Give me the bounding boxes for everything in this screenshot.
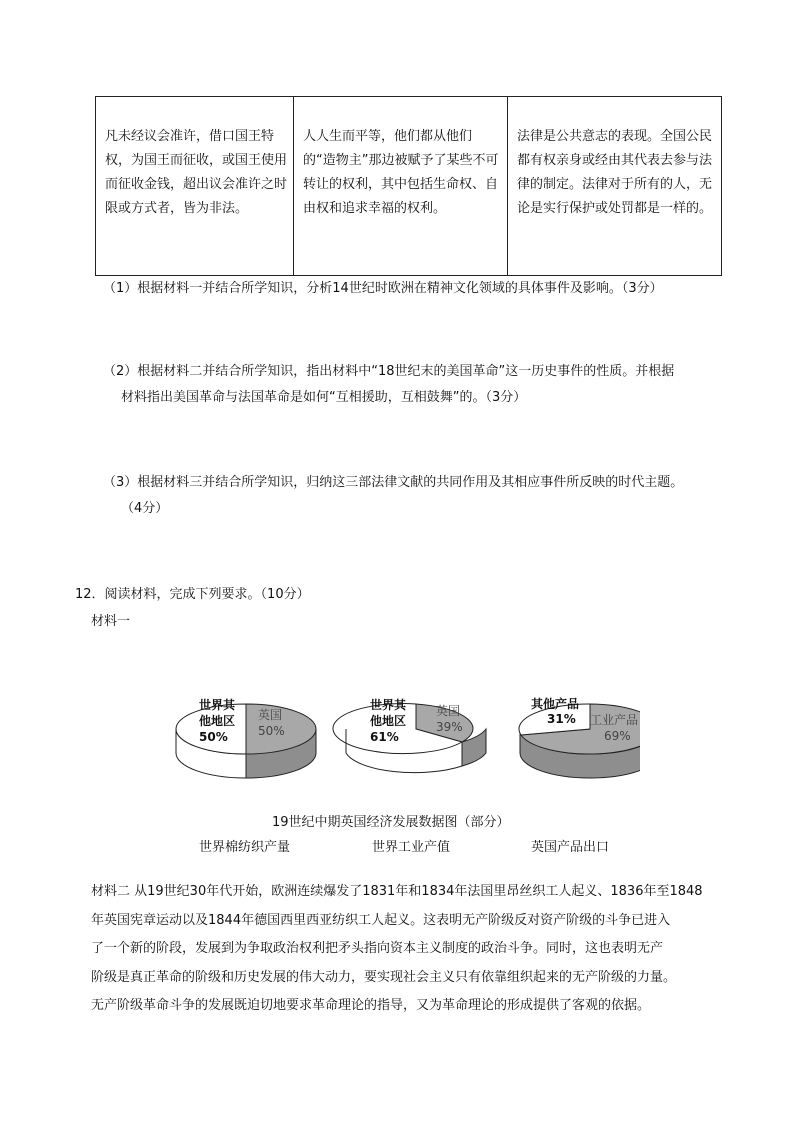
- pie1-label-other-line2: 他地区: [199, 714, 236, 728]
- table-cell-2: 人人生而平等，他们都从他们的“造物主”那边被赋予了某些不可转让的权利，其中包括生命权、自由权和追求幸福的权利。: [293, 97, 507, 275]
- table-cell-3: 法律是公共意志的表现。全国公民都有权亲身或经由其代表去参与法律的制定。法律对于所有的人，无论是实行保护或处罚都是一样的。: [507, 97, 721, 275]
- materials-table: [95, 96, 722, 276]
- material-2-line-3: 了一个新的阶段，发展到为争取政治权利把矛头指向资本主义制度的政治斗争。同时，这也表明无产: [91, 941, 664, 956]
- pie2-value-other: 61%: [370, 730, 399, 744]
- pie1-label-uk: [258, 707, 285, 739]
- pie1-value-uk: 50%: [258, 724, 285, 738]
- pie3-value-other: 31%: [547, 712, 576, 726]
- pie3-label-industry: [590, 712, 638, 744]
- figure-title: 19世纪中期英国经济发展数据图（部分）: [272, 815, 510, 830]
- question-2-line-1: （2）根据材料二并结合所学知识，指出材料中“18世纪末的美国革命”这一历史事件的性质。并根据: [103, 364, 675, 379]
- pie2-label-other: [370, 697, 406, 745]
- pie1-label-other-line1: 世界其: [199, 698, 236, 712]
- question-2-line-2: 材料指出美国革命与法国革命是如何“互相援助，互相鼓舞”的。（3分）: [121, 390, 527, 405]
- question-3-line-1: （3）根据材料三并结合所学知识，归纳这三部法律文献的共同作用及其相应事件所反映的时代主题。: [103, 475, 684, 490]
- section-12-heading: 12．阅读材料，完成下列要求。（10分）: [75, 587, 310, 602]
- material-2-line-2: 年英国宪章运动以及1844年德国西里西亚纺织工人起义。这表明无产阶级反对资产阶级的斗争已进入: [91, 912, 671, 928]
- pie1-value-other: 50%: [199, 730, 228, 744]
- question-3-line-2: （4分）: [121, 501, 169, 516]
- pie2-label-other-line2: 他地区: [370, 714, 407, 728]
- material-2-line-4: 阶级是真正革命的阶级和历史发展的伟大动力，要实现社会主义只有依靠组织起来的无产阶级的力量。: [91, 969, 677, 985]
- question-3: [103, 470, 723, 522]
- caption-cotton: 世界棉纺织产量: [199, 840, 291, 855]
- pie2-value-uk: 39%: [436, 720, 463, 734]
- material-1-label: 材料一: [91, 614, 131, 629]
- material-2-paragraph: [91, 878, 721, 1021]
- material-2-line-5: 无产阶级革命斗争的发展既迫切地要求革命理论的指导，又为革命理论的形成提供了客观的依据。: [91, 998, 651, 1013]
- question-2: [103, 359, 723, 411]
- table-cell-1: 凡未经议会准许，借口国王特权，为国王而征收，或国王使用而征收金钱，超出议会准许之时限或方式者，皆为非法。: [105, 129, 288, 216]
- question-1: （1）根据材料一并结合所学知识，分析14世纪时欧洲在精神文化领域的具体事件及影响。（3分）: [103, 281, 663, 296]
- pie2-label-uk: [436, 703, 463, 735]
- pie3-label-other: [531, 697, 579, 727]
- pie3-label-industry-text: 工业产品: [590, 713, 639, 727]
- pie-chart-industry: [333, 704, 486, 773]
- pie-chart-cotton: [176, 704, 316, 778]
- caption-industry: 世界工业产值: [372, 840, 451, 855]
- pie2-label-other-line1: 世界其: [370, 698, 407, 712]
- pie3-value-industry: 69%: [604, 729, 631, 743]
- pie1-label-uk-text: 英国: [258, 708, 283, 722]
- pie2-label-uk-text: 英国: [436, 704, 461, 718]
- pie1-label-other: [199, 697, 235, 745]
- caption-exports: 英国产品出口: [531, 840, 610, 855]
- pie3-label-other-text: 其他产品: [531, 697, 580, 711]
- material-2-line-1: 材料二 从19世纪30年代开始，欧洲连续爆发了1831年和1834年法国里昂丝织工人起义、1836年至1848: [91, 884, 703, 899]
